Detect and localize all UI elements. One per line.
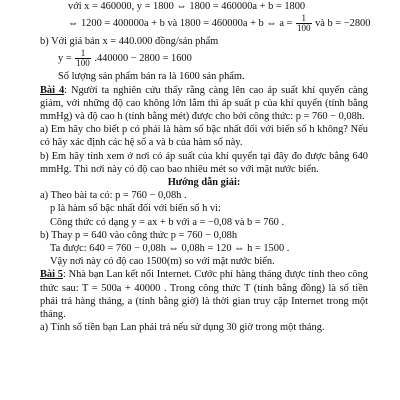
question-b: b) Em hãy tính xem ở nơi có áp suất của khí quyển tại đây đo được bằng 640 mmHg. Thì nơi này có độ cao bao nhiêu mét so với mặt nước biển. [40,150,368,175]
problem-text: : Nhà bạn Lan kết nối Internet. Cước phí hàng tháng được tính theo công thức sau: T = 500a + 40000 . Trong công thức T (tính bằng đồng) là số tiền phải trả hàng tháng, a (tính bằng giờ) là thời gian truy cập Internet trong một tháng. [40,269,368,320]
result-line: Số lượng sản phẩm bán ra là 1600 sản phẩm. [58,71,245,83]
equation-text: ⇔ 1200 = 400000a + b và 1800 = 460000a + b ⇔ a = [68,18,293,30]
question-a: a) Em hãy cho biết p có phải là hàm số bậc nhất đối với biến số h không? Nếu có hãy xác định các hệ số a và b của hàm số này. [40,124,368,149]
fraction [75,49,91,68]
solution-line-1: với x = 460000, y = 1800 ⇔ 1800 = 460000a + b = 1800 [68,1,306,12]
problem-label: Bài 5 [40,269,63,281]
solution-a-line-1: a) Theo bài ta có: p = 760 − 0,08h . [40,190,187,202]
solution-heading: Hướng dẫn giải: [167,176,241,188]
solution-line-2 [40,13,371,35]
equation-text: và b = −2800 [315,18,371,30]
fraction-denominator: 100 [76,58,90,69]
part-b-line: b) Với giá bán x = 440.000 đồng/sản phẩm [40,36,219,48]
problem-4 [40,84,368,124]
problem-5-question-a: a) Tính số tiền bạn Lan phải trả nếu sử dụng 30 giờ trong một tháng. [40,322,325,334]
y-calculation [40,48,368,70]
solution-a-line-2: p là hàm số bậc nhất đối với biến số h vì: [50,203,221,215]
fraction-numerator: 1 [75,49,91,59]
fraction-numerator: 1 [296,14,312,24]
solution-b-line-2: Ta được: 640 = 760 − 0,08h ⇔ 0,08h = 120 ⇔ h = 1500 . [50,242,290,254]
solution-b-line-1: b) Thay p = 640 vào công thức p = 760 − 0,08h [40,229,238,241]
equation-text: y = [58,53,72,65]
problem-label: Bài 4 [40,84,65,96]
fraction [296,14,312,33]
equation-text: .440000 − 2800 = 1600 [94,53,192,65]
problem-5 [40,268,368,321]
solution-b-line-3: Vậy nơi này có độ cao 1500(m) so với mặt nước biển. [50,256,275,268]
fraction-denominator: 100 [297,23,311,34]
solution-a-line-3: Công thức có dạng y = ax + b với a = −0,08 và b = 760 . [50,216,285,228]
problem-text: : Người ta nghiên cứu thấy rằng càng lên cao áp suất khí quyển càng giảm, với những độ cao không lớn lắm thì áp suất p của khí quyển (tính bằng mmHg) và độ cao h (tính bằng mét) được cho bởi công thức: p = 760 − 0,08h. [40,84,369,122]
